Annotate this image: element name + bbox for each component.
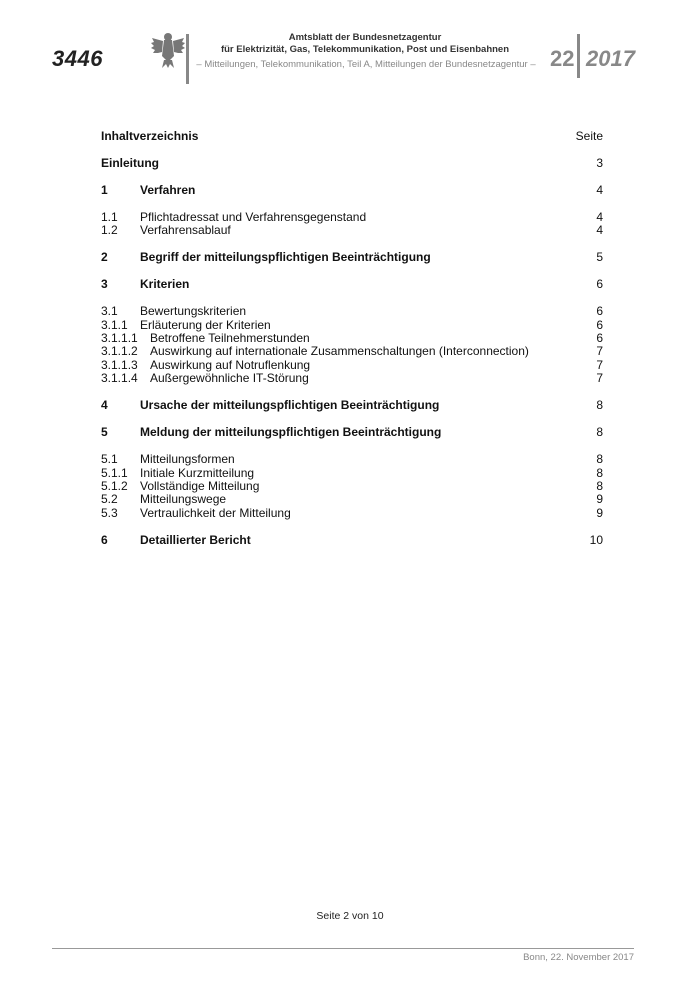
- toc-entry-page: 4: [596, 223, 603, 238]
- toc-entry-text: Betroffene Teilnehmerstunden: [150, 331, 310, 346]
- toc-entry-text: Kriterien: [140, 277, 190, 292]
- toc-entry-number: 6: [101, 532, 108, 547]
- toc-entry-number: 3.1.1: [101, 317, 128, 332]
- toc-entry-number: 5.1.2: [101, 478, 128, 493]
- toc-entry-page: 5: [596, 250, 603, 265]
- gazette-title-subline: für Elektrizität, Gas, Telekommunikation, Post und Eisenbahnen: [220, 44, 510, 55]
- toc-entry[interactable]: [101, 251, 606, 264]
- toc-entry[interactable]: [101, 319, 606, 332]
- toc-entry-page: 3: [596, 155, 603, 170]
- page-number: 3446: [52, 46, 103, 71]
- issue-year: 2017: [586, 46, 635, 71]
- toc-entry[interactable]: [101, 399, 606, 412]
- toc-entry-text: Auswirkung auf Notruflenkung: [150, 357, 311, 372]
- issue-divider: [577, 34, 580, 78]
- toc-entry-page: 7: [596, 371, 603, 386]
- issue-number: 22: [550, 46, 575, 71]
- federal-eagle-icon: [150, 30, 186, 70]
- toc-entry-page: 7: [596, 357, 603, 372]
- toc-entry[interactable]: [101, 224, 606, 237]
- toc-entry-number: 5: [101, 425, 108, 440]
- toc-entry-number: 3.1: [101, 304, 118, 319]
- toc-entry-page: 4: [596, 209, 603, 224]
- footer-page-label: Seite 2 von 10: [316, 910, 384, 922]
- toc-entry-number: 3: [101, 277, 108, 292]
- toc-entry-page: 9: [596, 492, 603, 507]
- toc-entry-number: 3.1.1.2: [101, 344, 138, 359]
- toc-entry-number: 3.1.1.4: [101, 371, 138, 386]
- toc-entry-page: 6: [596, 317, 603, 332]
- toc-entry-number: 1.1: [101, 209, 118, 224]
- toc-entry-page: 6: [596, 331, 603, 346]
- toc-entry[interactable]: [101, 467, 606, 480]
- toc-entry[interactable]: [101, 332, 606, 345]
- toc-entry[interactable]: [101, 157, 606, 170]
- toc-entry-text: Verfahrensablauf: [140, 223, 231, 238]
- toc-entry-number: 1: [101, 182, 108, 197]
- toc-entry-page: 6: [596, 277, 603, 292]
- toc-entry[interactable]: [101, 453, 606, 466]
- toc-entry-number: 5.1: [101, 452, 118, 467]
- toc-entry-text: Meldung der mitteilungspflichtigen Beeinträchtigung: [140, 425, 442, 440]
- table-of-contents: [101, 130, 606, 547]
- toc-entry[interactable]: [101, 359, 606, 372]
- toc-heading: Inhaltverzeichnis: [101, 129, 199, 143]
- toc-entry-page: 9: [596, 505, 603, 520]
- toc-entry-text: Mitteilungswege: [140, 492, 227, 507]
- toc-entry-text: Mitteilungsformen: [140, 452, 235, 467]
- toc-entry-number: 3.1.1.1: [101, 331, 138, 346]
- toc-entry[interactable]: [101, 507, 606, 520]
- toc-entry-text: Außergewöhnliche IT-Störung: [150, 371, 309, 386]
- toc-entry-text: Bewertungskriterien: [140, 304, 247, 319]
- toc-entry-page: 7: [596, 344, 603, 359]
- toc-entry-page: 10: [589, 532, 603, 547]
- toc-entry-text: Initiale Kurzmitteilung: [140, 465, 255, 480]
- toc-entry-page: 6: [596, 304, 603, 319]
- toc-page-column-label: Seite: [575, 129, 603, 143]
- toc-entry-text: Verfahren: [140, 182, 196, 197]
- toc-entry-page: 8: [596, 478, 603, 493]
- toc-entry-page: 8: [596, 398, 603, 413]
- toc-entry-page: 4: [596, 182, 603, 197]
- toc-entry[interactable]: [101, 211, 606, 224]
- toc-entry-page: 8: [596, 465, 603, 480]
- toc-entry[interactable]: [101, 372, 606, 385]
- toc-entry-text: Einleitung: [101, 155, 159, 170]
- toc-entry-text: Vertraulichkeit der Mitteilung: [140, 505, 291, 520]
- footer-date: Bonn, 22. November 2017: [523, 952, 634, 963]
- toc-entry[interactable]: [101, 493, 606, 506]
- toc-entry-number: 4: [101, 398, 108, 413]
- footer-divider: [52, 948, 634, 949]
- toc-entry-number: 1.2: [101, 223, 118, 238]
- toc-entry-text: Pflichtadressat und Verfahrensgegenstand: [140, 209, 367, 224]
- gazette-section-subtitle: – Mitteilungen, Telekommunikation, Teil A, Mitteilungen der Bundesnetzagentur –: [196, 59, 536, 70]
- toc-entry-text: Erläuterung der Kriterien: [140, 317, 271, 332]
- toc-entry-text: Ursache der mitteilungspflichtigen Beeinträchtigung: [140, 398, 440, 413]
- toc-entry-page: 8: [596, 452, 603, 467]
- toc-entry[interactable]: [101, 278, 606, 291]
- gazette-title: Amtsblatt der Bundesnetzagentur: [288, 32, 442, 43]
- toc-entry[interactable]: [101, 534, 606, 547]
- toc-entry[interactable]: [101, 184, 606, 197]
- toc-entry-text: Begriff der mitteilungspflichtigen Beeinträchtigung: [140, 250, 431, 265]
- toc-entry-text: Detaillierter Bericht: [140, 532, 251, 547]
- toc-entry[interactable]: [101, 426, 606, 439]
- toc-entry-page: 8: [596, 425, 603, 440]
- toc-entry-number: 2: [101, 250, 108, 265]
- toc-entry-number: 3.1.1.3: [101, 357, 138, 372]
- toc-entry-text: Auswirkung auf internationale Zusammenschaltungen (Interconnection): [150, 344, 529, 359]
- toc-heading-row: [101, 130, 606, 143]
- toc-entry[interactable]: [101, 345, 606, 358]
- toc-entry-text: Vollständige Mitteilung: [140, 478, 260, 493]
- toc-entry-number: 5.3: [101, 505, 118, 520]
- header-divider: [186, 34, 189, 84]
- toc-entry[interactable]: [101, 305, 606, 318]
- toc-entry[interactable]: [101, 480, 606, 493]
- toc-entry-number: 5.1.1: [101, 465, 128, 480]
- toc-entry-number: 5.2: [101, 492, 118, 507]
